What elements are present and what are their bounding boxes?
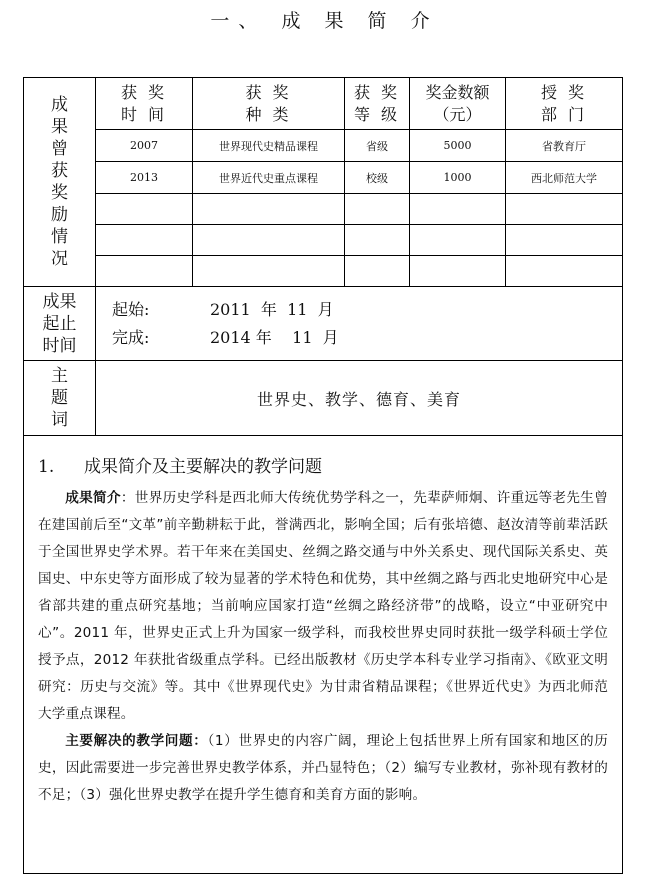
header-award-time: 获 奖 时 间 bbox=[96, 78, 193, 130]
problems-paragraph bbox=[38, 728, 608, 809]
header-award-dept: 授 奖 部 门 bbox=[506, 78, 623, 130]
table-row: 2007 世界现代史精品课程 省级 5000 省教育厅 bbox=[24, 130, 623, 162]
summary-lead: 成果简介 bbox=[65, 490, 121, 506]
period-dates bbox=[96, 287, 623, 361]
header-award-type: 获 奖 种 类 bbox=[193, 78, 345, 130]
summary-section bbox=[24, 436, 623, 874]
summary-paragraph bbox=[38, 485, 608, 728]
summary-text: ：世界历史学科是西北师大传统优势学科之一，先辈萨师炯、许重远等老先生曾在建国前后至“文革”前辛勤耕耘于此，誉满西北，影响全国；后有张培德、赵汝清等前辈活跃于全国世界史学术界。若干年来在美国史、丝绸之路交通与中外关系史、现代国际关系史、英国史、中东史等方面形成了较为显著的学术特色和优势，其中丝绸之路与西北史地研究中心是省部共建的重点研究基地；当前响应国家打造“丝绸之路经济带”的战略，设立“中亚研究中心”。2011 年，世界史正式上升为国家一级学科，而我校世界史同时获批一级学科硕士学位授予点，2012 年获批省级重点学科。已经出版教材《历史学本科专业学习指南》、《欧亚文明研究：历史与交流》等。其中《世界现代史》为甘肃省精品课程；《世界近代史》为西北师范大学重点课程。 bbox=[38, 490, 608, 722]
keywords-value: 世界史、教学、德育、美育 bbox=[96, 361, 623, 436]
table-row-empty bbox=[24, 256, 623, 287]
page-title-text: 一、 成 果 简 介 bbox=[210, 10, 439, 32]
table-row-empty bbox=[24, 194, 623, 225]
end-label: 完成: bbox=[112, 327, 150, 347]
problems-lead: 主要解决的教学问题： bbox=[65, 733, 208, 749]
achievement-table bbox=[23, 77, 623, 874]
keywords-label: 主 题 词 bbox=[24, 361, 96, 436]
section-number: 1. bbox=[38, 457, 55, 477]
awards-side-label: 成 果 曾 获 奖 励 情 况 bbox=[24, 78, 96, 287]
section-heading bbox=[38, 452, 608, 477]
page-title bbox=[0, 6, 649, 33]
table-row: 2013 世界近代史重点课程 校级 1000 西北师范大学 bbox=[24, 162, 623, 194]
start-label: 起始: bbox=[112, 299, 150, 319]
period-label: 成果 起止 时间 bbox=[24, 287, 96, 361]
problems-text: （1）世界史的内容广阔，理论上包括世界上所有国家和地区的历史，因此需要进一步完善世界史教学体系，并凸显特色；（2）编写专业教材，弥补现有教材的不足；（3）强化世界史教学在提升学生德育和美育方面的影响。 bbox=[38, 733, 608, 803]
header-award-amount: 奖金数额 （元） bbox=[410, 78, 506, 130]
section-heading-text: 成果简介及主要解决的教学问题 bbox=[84, 457, 322, 477]
end-value: 2014 年 11 月 bbox=[210, 327, 339, 347]
table-row-empty bbox=[24, 225, 623, 256]
start-value: 2011 年 11 月 bbox=[210, 299, 334, 319]
header-award-level: 获 奖 等 级 bbox=[345, 78, 410, 130]
